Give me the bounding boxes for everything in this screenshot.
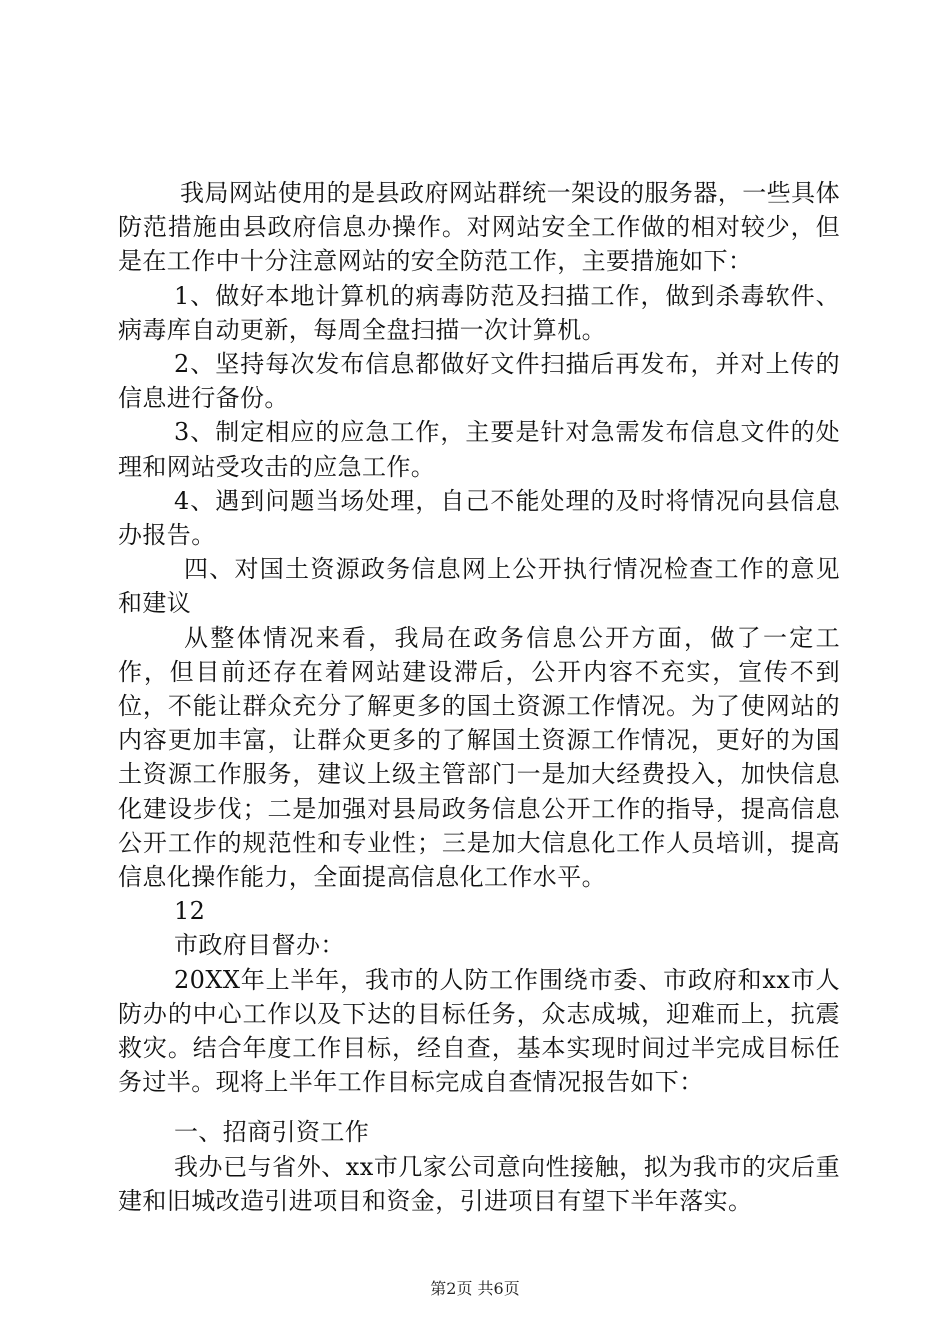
recipient-line: 市政府目督办： (174, 931, 345, 960)
section-number: 12 (174, 897, 206, 926)
section-heading-one: 一、招商引资工作 (174, 1118, 370, 1147)
paragraph-report-intro: 20XX年上半年，我市的人防工作围绕市委、市政府和xx市人防办的中心工作以及下达的目标任务，众志成城，迎难而上，抗震救灾。结合年度工作目标，经自查，基本实现时间过半完成目标任务过半。现将上半年工作目标完成自查情况报告如下： (118, 965, 840, 1097)
paragraph-measure-2: 2、坚持每次发布信息都做好文件扫描后再发布，并对上传的信息进行备份。 (118, 350, 840, 413)
paragraph-measure-4: 4、遇到问题当场处理，自己不能处理的及时将情况向县信息办报告。 (118, 486, 840, 550)
paragraph-measure-3: 3、制定相应的应急工作，主要是针对急需发布信息文件的处理和网站受攻击的应急工作。 (118, 418, 840, 481)
page-footer: 第2页 共6页 (430, 1279, 520, 1298)
paragraph-intro: 我局网站使用的是县政府网站群统一架设的服务器，一些具体防范措施由县政府信息办操作。对网站安全工作做的相对较少，但是在工作中十分注意网站的安全防范工作，主要措施如下： (118, 179, 840, 276)
document-body (118, 176, 840, 1218)
section-heading-four: 四、对国土资源政务信息网上公开执行情况检查工作的意见和建议 (118, 555, 840, 618)
paragraph-investment: 我办已与省外、xx市几家公司意向性接触，拟为我市的灾后重建和旧城改造引进项目和资金，引进项目有望下半年落实。 (118, 1152, 840, 1215)
paragraph-measure-1: 1、做好本地计算机的病毒防范及扫描工作，做到杀毒软件、病毒库自动更新，每周全盘扫描一次计算机。 (118, 281, 840, 344)
paragraph-suggestions: 从整体情况来看，我局在政务信息公开方面，做了一定工作，但目前还存在着网站建设滞后，公开内容不充实，宣传不到位，不能让群众充分了解更多的国土资源工作情况。为了使网站的内容更加丰富，让群众更多的了解国土资源工作情况，更好的为国土资源工作服务，建议上级主管部门一是加大经费投入，加快信息化建设步伐；二是加强对县局政务信息公开工作的指导，提高信息公开工作的规范性和专业性；三是加大信息化工作人员培训，提高信息化操作能力，全面提高信息化工作水平。 (118, 623, 840, 892)
